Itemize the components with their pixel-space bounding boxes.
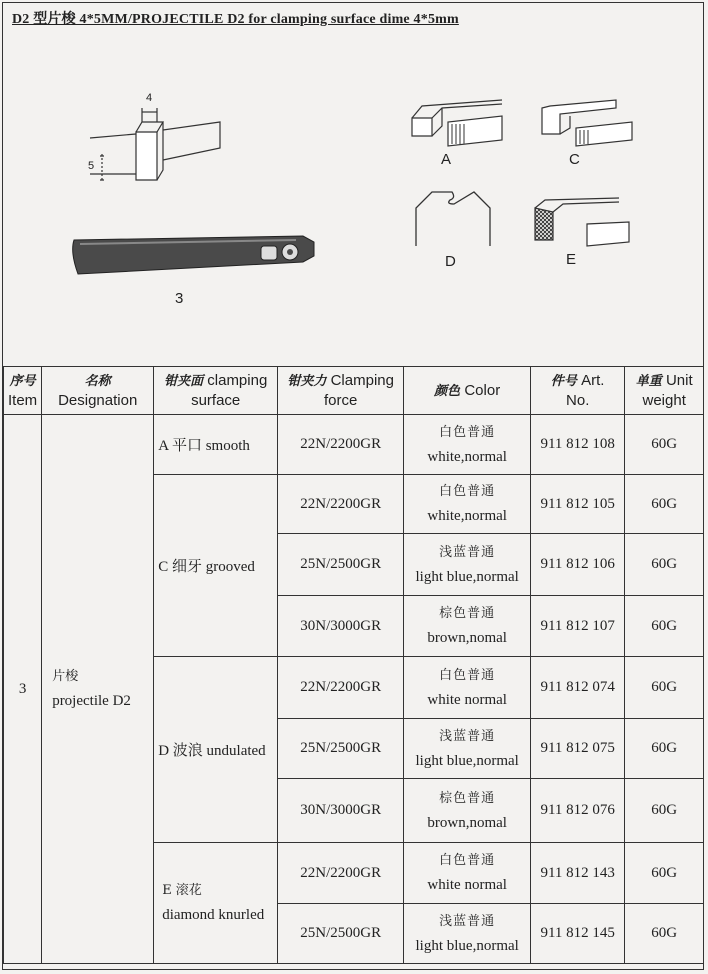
color-cell: 白色普通 white normal bbox=[404, 843, 531, 904]
surface-d: D 波浪 undulated bbox=[154, 657, 278, 843]
header-color: 颜色 Color bbox=[404, 367, 531, 415]
force-cell: 25N/2500GR bbox=[278, 904, 404, 964]
spec-table bbox=[3, 366, 704, 964]
color-cell: 浅蓝普通 light blue,normal bbox=[404, 534, 531, 596]
force-cell: 30N/3000GR bbox=[278, 596, 404, 657]
jaw-type-d-drawing bbox=[410, 186, 496, 252]
header-surface: 钳夹面 clamping surface bbox=[154, 367, 278, 415]
art-no-cell: 911 812 107 bbox=[531, 596, 625, 657]
table-row bbox=[4, 415, 704, 475]
weight-cell: 60G bbox=[625, 904, 704, 964]
force-cell: 25N/2500GR bbox=[278, 719, 404, 779]
table-header-row bbox=[4, 367, 704, 415]
jaw-type-a-drawing bbox=[404, 96, 504, 156]
art-no-cell: 911 812 145 bbox=[531, 904, 625, 964]
weight-cell: 60G bbox=[625, 596, 704, 657]
jaw-type-e-drawing bbox=[527, 194, 632, 254]
designation: 片梭 projectile D2 bbox=[42, 415, 154, 964]
color-cell: 白色普通 white normal bbox=[404, 657, 531, 719]
art-no-cell: 911 812 143 bbox=[531, 843, 625, 904]
header-item: 序号 Item bbox=[4, 367, 42, 415]
weight-cell: 60G bbox=[625, 719, 704, 779]
surface-e: E 滚花 diamond knurled bbox=[154, 843, 278, 964]
jaw-dimension-drawing bbox=[70, 90, 240, 200]
weight-cell: 60G bbox=[625, 534, 704, 596]
weight-cell: 60G bbox=[625, 779, 704, 843]
surface-c: C 细牙 grooved bbox=[154, 475, 278, 657]
header-designation: 名称 Designation bbox=[42, 367, 154, 415]
force-cell: 22N/2200GR bbox=[278, 415, 404, 475]
page-title: D2 型片梭 4*5MM/PROJECTILE D2 for clamping surface dime 4*5mm bbox=[12, 12, 459, 27]
color-cell: 棕色普通 brown,nomal bbox=[404, 779, 531, 843]
force-cell: 22N/2200GR bbox=[278, 657, 404, 719]
header-unit-weight: 单重 Unit weight bbox=[625, 367, 704, 415]
art-no-cell: 911 812 076 bbox=[531, 779, 625, 843]
jaw-label-e: E bbox=[566, 251, 577, 268]
surface-a: A 平口 smooth bbox=[154, 415, 278, 475]
header-force: 钳夹力 Clamping force bbox=[278, 367, 404, 415]
dim-height-label: 5 bbox=[88, 160, 95, 172]
dim-width-label: 4 bbox=[146, 92, 153, 104]
force-cell: 30N/3000GR bbox=[278, 779, 404, 843]
jaw-label-c: C bbox=[569, 151, 580, 168]
jaw-type-c-drawing bbox=[536, 94, 636, 154]
force-cell: 25N/2500GR bbox=[278, 534, 404, 596]
color-cell: 浅蓝普通 light blue,normal bbox=[404, 719, 531, 779]
jaw-label-d: D bbox=[445, 253, 456, 270]
jaw-label-a: A bbox=[441, 151, 452, 168]
art-no-cell: 911 812 108 bbox=[531, 415, 625, 475]
color-cell: 棕色普通 brown,nomal bbox=[404, 596, 531, 657]
art-no-cell: 911 812 105 bbox=[531, 475, 625, 534]
weight-cell: 60G bbox=[625, 843, 704, 904]
art-no-cell: 911 812 075 bbox=[531, 719, 625, 779]
color-cell: 浅蓝普通 light blue,normal bbox=[404, 904, 531, 964]
color-cell: 白色普通 white,normal bbox=[404, 475, 531, 534]
item-number: 3 bbox=[4, 415, 42, 964]
projectile-drawing bbox=[68, 222, 323, 287]
weight-cell: 60G bbox=[625, 657, 704, 719]
color-cell: 白色普通 white,normal bbox=[404, 415, 531, 475]
art-no-cell: 911 812 074 bbox=[531, 657, 625, 719]
force-cell: 22N/2200GR bbox=[278, 475, 404, 534]
projectile-label: 3 bbox=[175, 290, 184, 307]
header-art-no: 件号 Art. No. bbox=[531, 367, 625, 415]
force-cell: 22N/2200GR bbox=[278, 843, 404, 904]
art-no-cell: 911 812 106 bbox=[531, 534, 625, 596]
weight-cell: 60G bbox=[625, 415, 704, 475]
weight-cell: 60G bbox=[625, 475, 704, 534]
